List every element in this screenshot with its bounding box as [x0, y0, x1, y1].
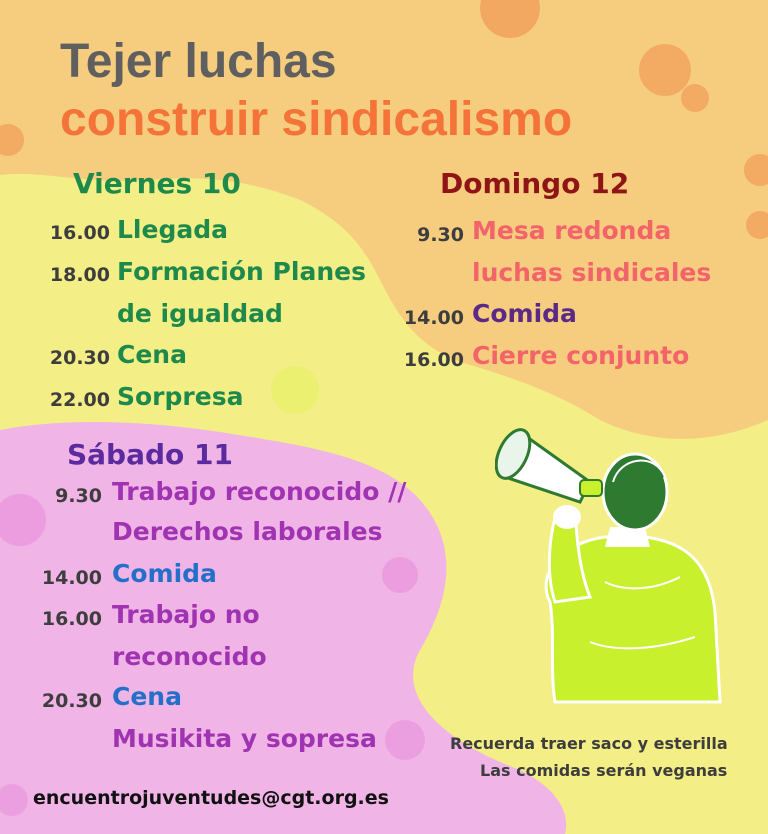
viernes-time-2: 18.00 [49, 264, 110, 286]
domingo-event-3: Cierre conjunto [472, 341, 690, 370]
sabado-event-1-line-2: Derechos laborales [112, 517, 383, 546]
domingo-event-1-line-2: luchas sindicales [472, 258, 712, 287]
sabado-heading: Sábado 11 [67, 438, 233, 471]
viernes-event-2-line-1: Formación Planes [117, 257, 366, 286]
domingo-time-1: 9.30 [417, 224, 464, 246]
note-line-2: Las comidas serán veganas [480, 761, 728, 780]
sabado-time-1: 9.30 [55, 485, 102, 507]
pink-speckle-decoration [382, 557, 418, 593]
sabado-time-4: 20.30 [41, 690, 102, 712]
yellow-speckle-decoration [271, 366, 319, 414]
note-line-1: Recuerda traer saco y esterilla [450, 734, 728, 753]
sabado-event-4-line-2: Musikita y sopresa [112, 724, 377, 753]
sabado-event-2: Comida [112, 559, 217, 588]
viernes-event-2-line-2: de igualdad [117, 299, 283, 328]
domingo-time-2: 14.00 [403, 307, 464, 329]
orange-speckle-decoration [681, 84, 709, 112]
viernes-time-4: 22.00 [49, 389, 110, 411]
sabado-event-4-line-1: Cena [112, 682, 182, 711]
pink-speckle-decoration [385, 720, 425, 760]
orange-speckle-decoration [639, 44, 691, 96]
sabado-time-3: 16.00 [41, 608, 102, 630]
domingo-time-3: 16.00 [403, 349, 464, 371]
sabado-event-1-line-1: Trabajo reconocido // [112, 477, 407, 506]
sabado-time-2: 14.00 [41, 567, 102, 589]
title-line-1: Tejer luchas [60, 35, 337, 88]
viernes-event-3: Cena [117, 340, 187, 369]
sabado-event-3-line-2: reconocido [112, 642, 267, 671]
viernes-time-1: 16.00 [49, 222, 110, 244]
viernes-event-1: Llegada [117, 215, 228, 244]
viernes-event-4: Sorpresa [117, 382, 244, 411]
domingo-event-2: Comida [472, 299, 577, 328]
viernes-time-3: 20.30 [49, 347, 110, 369]
viernes-heading: Viernes 10 [73, 167, 241, 200]
email-contact[interactable]: encuentrojuventudes@cgt.org.es [33, 787, 389, 809]
title-line-2: construir sindicalismo [60, 93, 573, 146]
domingo-heading: Domingo 12 [440, 167, 630, 200]
domingo-event-1-line-1: Mesa redonda [472, 216, 672, 245]
megaphone-person-icon [495, 412, 745, 712]
sabado-event-3-line-1: Trabajo no [112, 600, 260, 629]
